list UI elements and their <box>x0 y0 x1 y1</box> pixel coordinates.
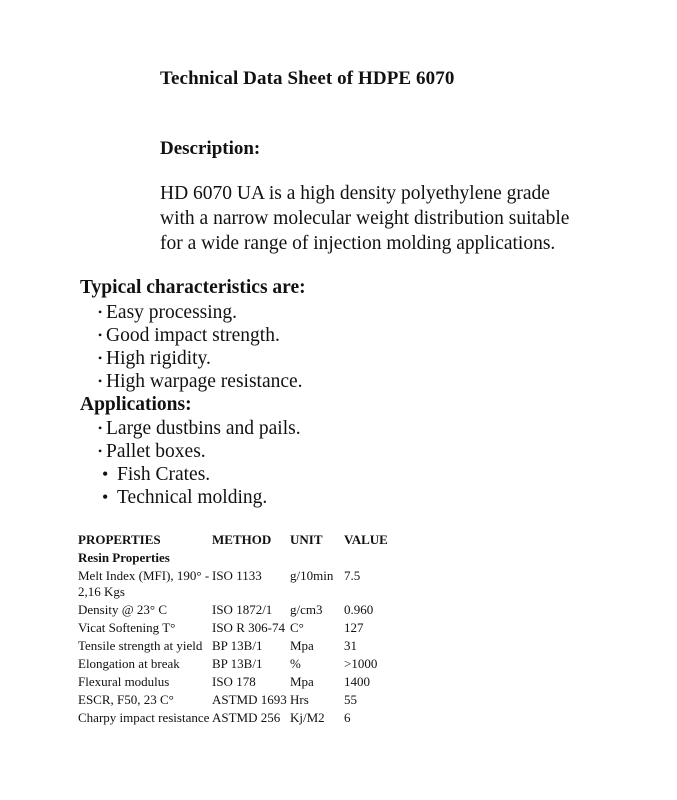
cell-value: 6 <box>344 710 351 725</box>
cell-unit: % <box>290 656 301 671</box>
list-item-text: Fish Crates. <box>117 464 211 485</box>
cell-method: BP 13B/1 <box>212 656 263 671</box>
bullet-icon: • <box>98 351 103 365</box>
bullet-icon: • <box>102 487 109 507</box>
description-line: HD 6070 UA is a high density polyethylene grade <box>160 183 550 204</box>
cell-value: 0.960 <box>344 602 374 617</box>
cell-value: 7.5 <box>344 568 361 583</box>
description-line: for a wide range of injection molding applications. <box>160 233 556 254</box>
cell-unit: Hrs <box>290 692 309 707</box>
cell-value: 127 <box>344 620 364 635</box>
list-item <box>98 347 303 370</box>
bullet-icon: • <box>98 421 103 435</box>
header-properties: PROPERTIES <box>78 532 161 547</box>
list-item <box>98 324 303 347</box>
list-item <box>98 370 303 393</box>
cell-method: ISO 178 <box>212 674 256 689</box>
list-item <box>98 440 301 463</box>
list-item <box>98 486 301 509</box>
bullet-icon: • <box>98 328 103 342</box>
cell-value: 55 <box>344 692 357 707</box>
cell-value: 1400 <box>344 674 370 689</box>
list-item-text: Easy processing. <box>106 302 238 323</box>
cell-unit: C° <box>290 620 304 635</box>
list-item-text: Technical molding. <box>117 487 268 508</box>
table-row <box>78 656 404 674</box>
cell-method: BP 13B/1 <box>212 638 263 653</box>
description-heading: Description: <box>160 138 261 159</box>
table-row <box>78 602 404 620</box>
cell-method: ASTMD 256 <box>212 710 281 725</box>
table-header-row <box>78 532 404 550</box>
document-title: Technical Data Sheet of HDPE 6070 <box>160 68 455 89</box>
list-item-text: Pallet boxes. <box>106 441 206 462</box>
bullet-icon: • <box>98 374 103 388</box>
cell-unit: g/cm3 <box>290 602 323 617</box>
bullet-icon: • <box>102 464 109 484</box>
header-unit: UNIT <box>290 532 323 547</box>
applications-heading: Applications: <box>80 394 192 415</box>
applications-list <box>98 417 301 509</box>
description-text <box>160 181 620 256</box>
table-row <box>78 710 404 728</box>
header-method: METHOD <box>212 532 272 547</box>
bullet-icon: • <box>98 305 103 319</box>
cell-method: ASTMD 1693 <box>212 692 287 707</box>
table-row <box>78 692 404 710</box>
cell-method: ISO 1872/1 <box>212 602 273 617</box>
header-value: VALUE <box>344 532 388 547</box>
table-row <box>78 638 404 656</box>
table-group-row <box>78 550 404 568</box>
list-item <box>98 301 303 324</box>
list-item <box>98 417 301 440</box>
bullet-icon: • <box>98 444 103 458</box>
cell-property: Elongation at break <box>78 656 180 671</box>
cell-property: Vicat Softening T° <box>78 620 176 635</box>
cell-property: Charpy impact resistance <box>78 710 210 725</box>
cell-property: Density @ 23° C <box>78 602 168 617</box>
cell-value: >1000 <box>344 656 378 671</box>
cell-property: Flexural modulus <box>78 674 170 689</box>
list-item-text: Large dustbins and pails. <box>106 418 301 439</box>
table-row <box>78 620 404 638</box>
properties-table <box>78 532 404 728</box>
group-label: Resin Properties <box>78 550 170 565</box>
cell-unit: Mpa <box>290 674 314 689</box>
cell-property: Tensile strength at yield <box>78 638 203 653</box>
characteristics-list <box>98 301 303 393</box>
cell-property: Melt Index (MFI), 190° - 2,16 Kgs <box>78 568 210 599</box>
cell-unit: Kj/M2 <box>290 710 325 725</box>
description-line: with a narrow molecular weight distribution suitable <box>160 208 570 229</box>
list-item-text: High rigidity. <box>106 348 211 369</box>
list-item <box>98 463 301 486</box>
cell-value: 31 <box>344 638 357 653</box>
cell-method: ISO 1133 <box>212 568 262 583</box>
cell-unit: g/10min <box>290 568 334 583</box>
list-item-text: High warpage resistance. <box>106 371 303 392</box>
cell-method: ISO R 306-74 <box>212 620 285 635</box>
table-row <box>78 674 404 692</box>
cell-property: ESCR, F50, 23 C° <box>78 692 174 707</box>
list-item-text: Good impact strength. <box>106 325 280 346</box>
cell-unit: Mpa <box>290 638 314 653</box>
characteristics-heading: Typical characteristics are: <box>80 277 306 298</box>
table-row <box>78 568 404 602</box>
